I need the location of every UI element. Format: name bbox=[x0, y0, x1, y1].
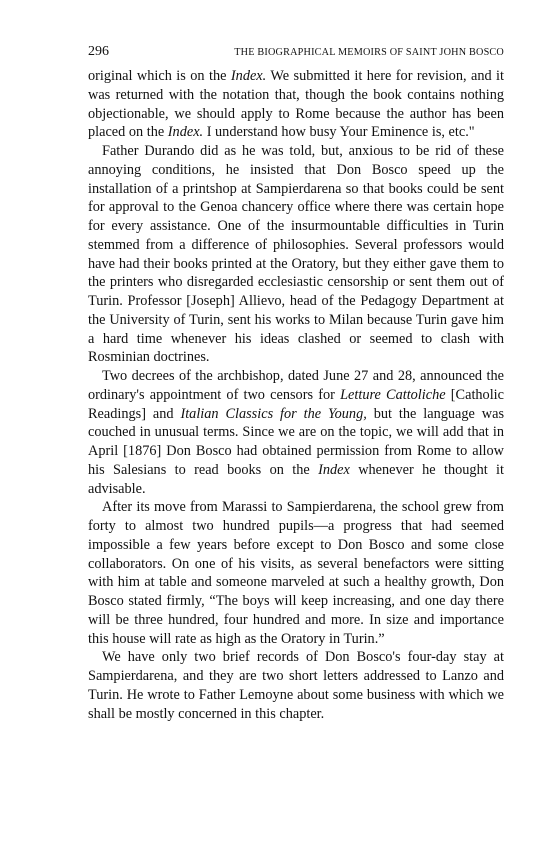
paragraph-text: We submitted it here for revision, and it was returned with the notation that, though the book contains nothing objectionable, we should apply to Rome because the author has been placed on the bbox=[88, 68, 505, 141]
paragraph-text: but the language was couched in unusual terms. Since we are on the topic, we will add that in April [1876] Don Bosco had obtained permission from Rome to allow his Salesians to read books on the bbox=[88, 405, 505, 478]
body-text bbox=[88, 67, 504, 723]
italic-text: Index bbox=[318, 461, 350, 478]
paragraph-text: [Catholic Readings] and bbox=[88, 386, 504, 422]
paragraph-text: Two decrees of the archbishop, dated June 27 and 28, announced the ordinary's appointment of two censors for bbox=[88, 368, 504, 403]
italic-text: Letture Cattoliche bbox=[340, 386, 446, 403]
italic-text: Index. bbox=[167, 124, 204, 141]
paragraph-text: After its move from Marassi to Sampierdarena, the school grew from forty to almost two hundred pupils—a progress that had seemed impossible a few years before except to Don Bosco and some close collaborators. On one of his visits, as several benefactors were sitting with him at table and someone marveled at such a healthy growth, Don Bosco stated firmly, “The boys will keep increasing, and one day there will be three hundred, four hundred and more. In size and importance this house will rate as high as the Oratory in Turin.” bbox=[88, 499, 504, 647]
italic-text: Index. bbox=[230, 68, 267, 84]
paragraph-text: original which is on the bbox=[88, 68, 231, 84]
page-number: 296 bbox=[88, 44, 109, 59]
paragraph-text: I understand how busy Your Eminence is, etc." bbox=[203, 124, 475, 141]
italic-text: Italian Classics for the Young, bbox=[180, 405, 367, 422]
paragraph bbox=[88, 498, 504, 648]
paragraph bbox=[88, 142, 504, 367]
paragraph-text: Father Durando did as he was told, but, anxious to be rid of these annoying conditions, he insisted that Don Bosco speed up the installation of a printshop at Sampierdarena so that books could be sent for approval to the Genoa chancery office where there was certain hope for every assistance. One of the insurmountable difficulties in Turin stemmed from a difference of philosophies. Several professors would have had their books printed at the Oratory, but they either gave them to the printers who disregarded ecclesiastic censorship or sent them out of Turin. Professor [Joseph] Allievo, head of the Pedagogy Department at the University of Turin, sent his works to Milan because Turin gave him a hard time whenever his ideas clashed or seemed to clash with Rosminian doctrines. bbox=[88, 143, 504, 366]
paragraph bbox=[88, 67, 504, 142]
paragraph-text: We have only two brief records of Don Bosco's four-day stay at Sampierdarena, and they are two short letters addressed to Lanzo and Turin. He wrote to Father Lemoyne about some business with which we shall be mostly concerned in this chapter. bbox=[88, 649, 504, 722]
paragraph bbox=[88, 367, 504, 498]
paragraph bbox=[88, 648, 504, 723]
paragraph-text: whenever he thought it advisable. bbox=[88, 461, 504, 497]
running-head bbox=[88, 44, 504, 61]
running-title: THE BIOGRAPHICAL MEMOIRS OF SAINT JOHN BOSCO bbox=[234, 47, 504, 58]
book-page bbox=[88, 44, 504, 723]
